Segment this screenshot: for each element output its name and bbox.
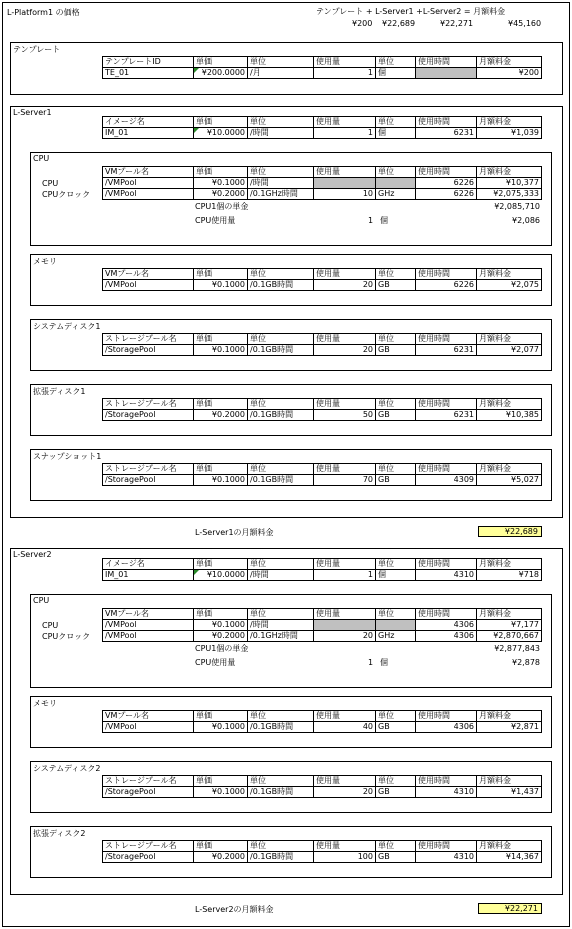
server1-memory-table-header-cell: 単位 [248,269,314,280]
server1-sysdisk-table-cell: GB [376,345,416,356]
server1-snapshot-table-header-cell: 月額料金 [477,464,542,475]
server2-total-value: ¥22,271 [478,903,542,914]
formula-value-server1: ¥22,689 [382,19,416,28]
server2-extdisk-table-cell: ¥0.2000 [194,852,248,863]
server1-snapshot-table-header-cell: 単価 [194,464,248,475]
server1-cpu-unit-label: CPU1個の単金 [195,202,249,211]
server1-snapshot-table-cell: ¥5,027 [477,475,542,486]
server1-memory-table-header-cell: 使用時間 [416,269,477,280]
server1-sysdisk-table-header-cell: 単位 [376,334,416,345]
server2-cpu-unit-label: CPU1個の単金 [195,644,249,653]
server1-extdisk-table-header-row [103,399,542,410]
formula-text: テンプレート + L-Server1 +L-Server2 = 月額料金 [316,7,506,16]
server1-memory-table-cell: /0.1GB時間 [248,280,314,291]
server1-extdisk-table-cell: /0.1GB時間 [248,410,314,421]
server2-sysdisk-table-header-cell: 使用時間 [416,776,477,787]
server2-cpu-side-cpu: CPU [42,621,59,630]
server1-snapshot-table-cell: GB [376,475,416,486]
server2-image-table-cell: /時間 [248,570,314,581]
server2-sysdisk-table-header-cell: 使用量 [314,776,376,787]
server2-extdisk-table-cell: 100 [314,852,376,863]
template-table-row [103,68,542,79]
server2-image-table [102,558,542,581]
server1-snapshot-table-cell: 70 [314,475,376,486]
server1-image-table-cell: 6231 [416,128,477,139]
server1-cpu-table-cell: /VMPool [103,189,194,200]
server1-extdisk-table-header-cell: 単価 [194,399,248,410]
server1-cpu-table-row [103,189,542,200]
server1-snapshot-table [102,463,542,486]
server2-cpu-table-row [103,620,542,631]
server2-cpu-table-cell: 4306 [416,620,477,631]
server2-image-table-cell: ¥718 [477,570,542,581]
server1-memory-table-header-cell: VMプール名 [103,269,194,280]
server1-memory-table-header-cell: 月額料金 [477,269,542,280]
server1-extdisk-table-header-cell: 使用量 [314,399,376,410]
server2-cpu-table-cell: /0.1GHz時間 [248,631,314,642]
server1-image-table [102,116,542,139]
server2-memory-table-cell: /0.1GB時間 [248,722,314,733]
server2-cpu-table-header-cell: 使用時間 [416,609,477,620]
server2-memory-table-header-cell: 月額料金 [477,711,542,722]
server1-memory-table-cell: 6226 [416,280,477,291]
server2-memory-table-header-row [103,711,542,722]
template-table-cell: ¥200 [477,68,542,79]
server2-image-table-cell: 4310 [416,570,477,581]
server1-total-label: L-Server1の月額料金 [195,528,274,537]
server1-cpu-table-cell: 10 [314,189,376,200]
server1-image-table-header-cell: 単位 [376,117,416,128]
server2-extdisk-table-cell: ¥14,367 [477,852,542,863]
server1-cpu-table-header-cell: 単価 [194,167,248,178]
template-table [102,56,542,79]
server2-cpu-table-cell: 4306 [416,631,477,642]
server1-cpu-table-cell: ¥0.2000 [194,189,248,200]
template-table-cell: TE_01 [103,68,194,79]
server1-cpu-usage-total: ¥2,086 [512,216,540,225]
server1-memory-table-header-cell: 使用量 [314,269,376,280]
server1-cpu-table-row [103,178,542,189]
server2-extdisk-table-header-cell: 使用時間 [416,841,477,852]
server1-snapshot-table-row [103,475,542,486]
server1-memory-table-header-cell: 単位 [376,269,416,280]
server2-extdisk-table-header-row [103,841,542,852]
server1-snapshot-table-cell: /0.1GB時間 [248,475,314,486]
server1-snapshot-table-header-row [103,464,542,475]
server2-memory-table-header-cell: 単位 [376,711,416,722]
server1-memory-table-row [103,280,542,291]
server2-sysdisk-table-header-row [103,776,542,787]
server1-snapshot-section-label: スナップショット1 [33,452,102,461]
server1-extdisk-table [102,398,542,421]
server2-memory-table [102,710,542,733]
template-table-header-cell: 単位 [376,57,416,68]
server1-image-table-cell: /時間 [248,128,314,139]
server1-cpu-table-header-cell: 使用時間 [416,167,477,178]
server2-sysdisk-table [102,775,542,798]
server1-image-table-header-cell: イメージ名 [103,117,194,128]
server2-sysdisk-section-label: システムディスク2 [33,764,101,773]
server2-cpu-table-cell: /VMPool [103,620,194,631]
server1-extdisk-table-row [103,410,542,421]
server2-sysdisk-table-row [103,787,542,798]
server2-cpu-side-clock: CPUクロック [42,632,91,641]
server2-image-table-header-cell: 単価 [194,559,248,570]
server2-image-table-cell: 1 [314,570,376,581]
server2-cpu-table-cell: ¥2,870,667 [477,631,542,642]
server2-memory-table-header-cell: 単位 [248,711,314,722]
server2-cpu-table-cell: /VMPool [103,631,194,642]
server1-image-table-header-cell: 月額料金 [477,117,542,128]
server1-snapshot-table-cell: ¥0.1000 [194,475,248,486]
server2-extdisk-table-cell: /StoragePool [103,852,194,863]
server1-cpu-usage-value: 1 [368,216,374,225]
server2-memory-table-header-cell: VMプール名 [103,711,194,722]
server1-sysdisk-table-header-cell: 単価 [194,334,248,345]
template-table-header-cell: テンプレートID [103,57,194,68]
server1-image-table-header-cell: 使用時間 [416,117,477,128]
template-table-cell: ¥200.0000 [194,68,248,79]
server1-cpu-unit-value: ¥2,085,710 [494,202,540,211]
server1-extdisk-table-header-cell: 単位 [376,399,416,410]
formula-value-total: ¥45,160 [508,19,542,28]
template-section-label: テンプレート [13,45,61,54]
server1-cpu-table-header-cell: VMプール名 [103,167,194,178]
server2-image-table-header-cell: 使用時間 [416,559,477,570]
server1-cpu-side-clock: CPUクロック [42,190,91,199]
server2-memory-table-cell: 4306 [416,722,477,733]
server2-cpu-table-header-cell: 単位 [248,609,314,620]
server1-image-table-cell: 1 [314,128,376,139]
server1-memory-table-cell: 20 [314,280,376,291]
server1-image-table-cell: IM_01 [103,128,194,139]
server1-memory-table-header-row [103,269,542,280]
template-table-cell: 個 [376,68,416,79]
server1-cpu-table-cell: 6226 [416,178,477,189]
server1-cpu-table-header-cell: 月額料金 [477,167,542,178]
server2-memory-table-cell: GB [376,722,416,733]
server1-memory-table [102,268,542,291]
server1-sysdisk-table-row [103,345,542,356]
server2-image-table-header-row [103,559,542,570]
server1-image-table-header-cell: 使用量 [314,117,376,128]
server1-snapshot-table-cell: 4309 [416,475,477,486]
template-table-cell: 1 [314,68,376,79]
server1-extdisk-table-cell: 6231 [416,410,477,421]
server2-memory-table-cell: ¥0.1000 [194,722,248,733]
server1-sysdisk-table-cell: 20 [314,345,376,356]
server2-image-table-header-cell: 月額料金 [477,559,542,570]
server2-memory-table-cell: ¥2,871 [477,722,542,733]
server1-snapshot-table-header-cell: 使用時間 [416,464,477,475]
template-table-header-cell: 使用量 [314,57,376,68]
server2-memory-table-header-cell: 使用時間 [416,711,477,722]
server1-cpu-table [102,166,542,200]
server1-extdisk-table-cell: ¥0.2000 [194,410,248,421]
server1-memory-table-cell: /VMPool [103,280,194,291]
server2-sysdisk-table-cell: ¥0.1000 [194,787,248,798]
server2-cpu-usage-label: CPU使用量 [195,658,236,667]
server2-memory-table-cell: 40 [314,722,376,733]
server2-sysdisk-table-header-cell: 単価 [194,776,248,787]
server2-cpu-table-cell: ¥0.2000 [194,631,248,642]
server1-sysdisk-table-cell: /StoragePool [103,345,194,356]
server2-image-table-cell: IM_01 [103,570,194,581]
server2-cpu-table-header-row [103,609,542,620]
server1-extdisk-table-cell: GB [376,410,416,421]
server2-sysdisk-table-cell: /StoragePool [103,787,194,798]
server1-extdisk-table-cell: 50 [314,410,376,421]
server1-cpu-table-cell: /時間 [248,178,314,189]
template-table-cell: /月 [248,68,314,79]
server1-sysdisk-table [102,333,542,356]
server2-cpu-table-cell: ¥0.1000 [194,620,248,631]
server1-image-table-header-cell: 単価 [194,117,248,128]
server2-cpu-table-row [103,631,542,642]
server1-sysdisk-table-cell: ¥2,077 [477,345,542,356]
server1-snapshot-table-cell: /StoragePool [103,475,194,486]
server2-memory-section-label: メモリ [33,699,57,708]
server2-sysdisk-table-cell: /0.1GB時間 [248,787,314,798]
formula-value-template: ¥200 [352,19,373,28]
template-table-header-row [103,57,542,68]
server2-cpu-table-header-cell: 単価 [194,609,248,620]
server1-memory-table-cell: ¥2,075 [477,280,542,291]
server1-cpu-usage-label: CPU使用量 [195,216,236,225]
server1-cpu-table-cell [314,178,376,189]
server2-cpu-table-cell [376,620,416,631]
server2-section-label: L-Server2 [13,550,52,559]
server2-cpu-section-label: CPU [33,596,50,605]
server2-cpu-table-header-cell: 使用量 [314,609,376,620]
server1-sysdisk-table-header-cell: 使用時間 [416,334,477,345]
server2-image-table-header-cell: 単位 [376,559,416,570]
server2-image-table-header-cell: イメージ名 [103,559,194,570]
server2-cpu-table-cell: GHz [376,631,416,642]
server1-sysdisk-table-header-cell: 単位 [248,334,314,345]
server2-extdisk-table [102,840,542,863]
server1-sysdisk-table-cell: ¥0.1000 [194,345,248,356]
server2-memory-table-row [103,722,542,733]
formula-value-server2: ¥22,271 [440,19,474,28]
server1-memory-table-header-cell: 単価 [194,269,248,280]
server2-image-table-header-cell: 使用量 [314,559,376,570]
server1-cpu-table-cell: /VMPool [103,178,194,189]
server1-extdisk-table-header-cell: 単位 [248,399,314,410]
server1-snapshot-table-header-cell: 単位 [248,464,314,475]
server2-extdisk-table-header-cell: ストレージプール名 [103,841,194,852]
server2-image-table-header-cell: 単位 [248,559,314,570]
server1-sysdisk-table-header-cell: 使用量 [314,334,376,345]
server1-cpu-side-cpu: CPU [42,179,59,188]
server2-total-label: L-Server2の月額料金 [195,905,274,914]
server1-memory-table-cell: GB [376,280,416,291]
server2-cpu-table-cell: ¥7,177 [477,620,542,631]
server1-sysdisk-section-label: システムディスク1 [33,322,101,331]
server1-image-table-header-row [103,117,542,128]
server1-image-table-header-cell: 単位 [248,117,314,128]
server1-sysdisk-table-header-row [103,334,542,345]
server2-extdisk-table-cell: GB [376,852,416,863]
server2-cpu-table-cell [314,620,376,631]
server1-image-table-cell: ¥10.0000 [194,128,248,139]
server2-memory-table-cell: /VMPool [103,722,194,733]
server1-sysdisk-table-cell: /0.1GB時間 [248,345,314,356]
server2-extdisk-table-cell: 4310 [416,852,477,863]
server2-cpu-table-cell: 20 [314,631,376,642]
server1-cpu-table-cell: 6226 [416,189,477,200]
server2-sysdisk-table-cell: 4310 [416,787,477,798]
server2-cpu-table-header-cell: VMプール名 [103,609,194,620]
server1-extdisk-table-header-cell: ストレージプール名 [103,399,194,410]
server2-sysdisk-table-header-cell: 単位 [376,776,416,787]
server1-image-table-cell: 個 [376,128,416,139]
server1-sysdisk-table-header-cell: ストレージプール名 [103,334,194,345]
server2-extdisk-table-header-cell: 月額料金 [477,841,542,852]
server2-extdisk-table-header-cell: 単位 [248,841,314,852]
server2-cpu-usage-unit: 個 [380,658,388,667]
server1-cpu-table-cell: ¥0.1000 [194,178,248,189]
server1-sysdisk-table-cell: 6231 [416,345,477,356]
server1-cpu-table-header-row [103,167,542,178]
server1-extdisk-table-header-cell: 使用時間 [416,399,477,410]
server1-image-table-row [103,128,542,139]
server2-sysdisk-table-cell: GB [376,787,416,798]
server2-sysdisk-table-header-cell: 単位 [248,776,314,787]
server2-extdisk-table-header-cell: 使用量 [314,841,376,852]
server2-image-table-cell: ¥10.0000 [194,570,248,581]
server2-cpu-table-cell: /時間 [248,620,314,631]
server1-extdisk-table-cell: ¥10,385 [477,410,542,421]
template-table-header-cell: 単価 [194,57,248,68]
server1-total-value: ¥22,689 [478,526,542,537]
template-table-header-cell: 使用時間 [416,57,477,68]
server2-sysdisk-table-cell: 20 [314,787,376,798]
server2-memory-table-header-cell: 単価 [194,711,248,722]
page-title: L-Platform1 の価格 [7,8,80,17]
server2-cpu-usage-total: ¥2,878 [512,658,540,667]
server2-sysdisk-table-header-cell: 月額料金 [477,776,542,787]
server2-cpu-unit-value: ¥2,877,843 [494,644,540,653]
server2-cpu-table [102,608,542,642]
server1-cpu-table-header-cell: 単位 [248,167,314,178]
server2-cpu-table-header-cell: 単位 [376,609,416,620]
server1-snapshot-table-header-cell: 単位 [376,464,416,475]
server2-sysdisk-table-header-cell: ストレージプール名 [103,776,194,787]
server2-extdisk-table-header-cell: 単価 [194,841,248,852]
server1-cpu-usage-unit: 個 [380,216,388,225]
server1-sysdisk-table-header-cell: 月額料金 [477,334,542,345]
server2-cpu-usage-value: 1 [368,658,374,667]
server1-memory-section-label: メモリ [33,257,57,266]
server2-cpu-table-header-cell: 月額料金 [477,609,542,620]
server2-image-table-row [103,570,542,581]
server1-cpu-table-cell [376,178,416,189]
server1-extdisk-table-cell: /StoragePool [103,410,194,421]
server1-image-table-cell: ¥1,039 [477,128,542,139]
server2-image-table-cell: 個 [376,570,416,581]
server2-extdisk-section-label: 拡張ディスク2 [33,829,86,838]
server1-extdisk-section-label: 拡張ディスク1 [33,387,86,396]
template-table-header-cell: 月額料金 [477,57,542,68]
server1-snapshot-table-header-cell: ストレージプール名 [103,464,194,475]
server1-cpu-section-label: CPU [33,154,50,163]
server1-cpu-table-cell: GHz [376,189,416,200]
server2-sysdisk-table-cell: ¥1,437 [477,787,542,798]
server1-memory-table-cell: ¥0.1000 [194,280,248,291]
server1-cpu-table-header-cell: 使用量 [314,167,376,178]
server1-cpu-table-header-cell: 単位 [376,167,416,178]
server1-section-label: L-Server1 [13,108,52,117]
server1-snapshot-table-header-cell: 使用量 [314,464,376,475]
server2-extdisk-table-cell: /0.1GB時間 [248,852,314,863]
server1-cpu-table-cell: ¥2,075,333 [477,189,542,200]
server2-extdisk-table-row [103,852,542,863]
server1-cpu-table-cell: /0.1GHz時間 [248,189,314,200]
template-table-cell [416,68,477,79]
template-table-header-cell: 単位 [248,57,314,68]
server1-extdisk-table-header-cell: 月額料金 [477,399,542,410]
server2-extdisk-table-header-cell: 単位 [376,841,416,852]
server1-cpu-table-cell: ¥10,377 [477,178,542,189]
server2-memory-table-header-cell: 使用量 [314,711,376,722]
